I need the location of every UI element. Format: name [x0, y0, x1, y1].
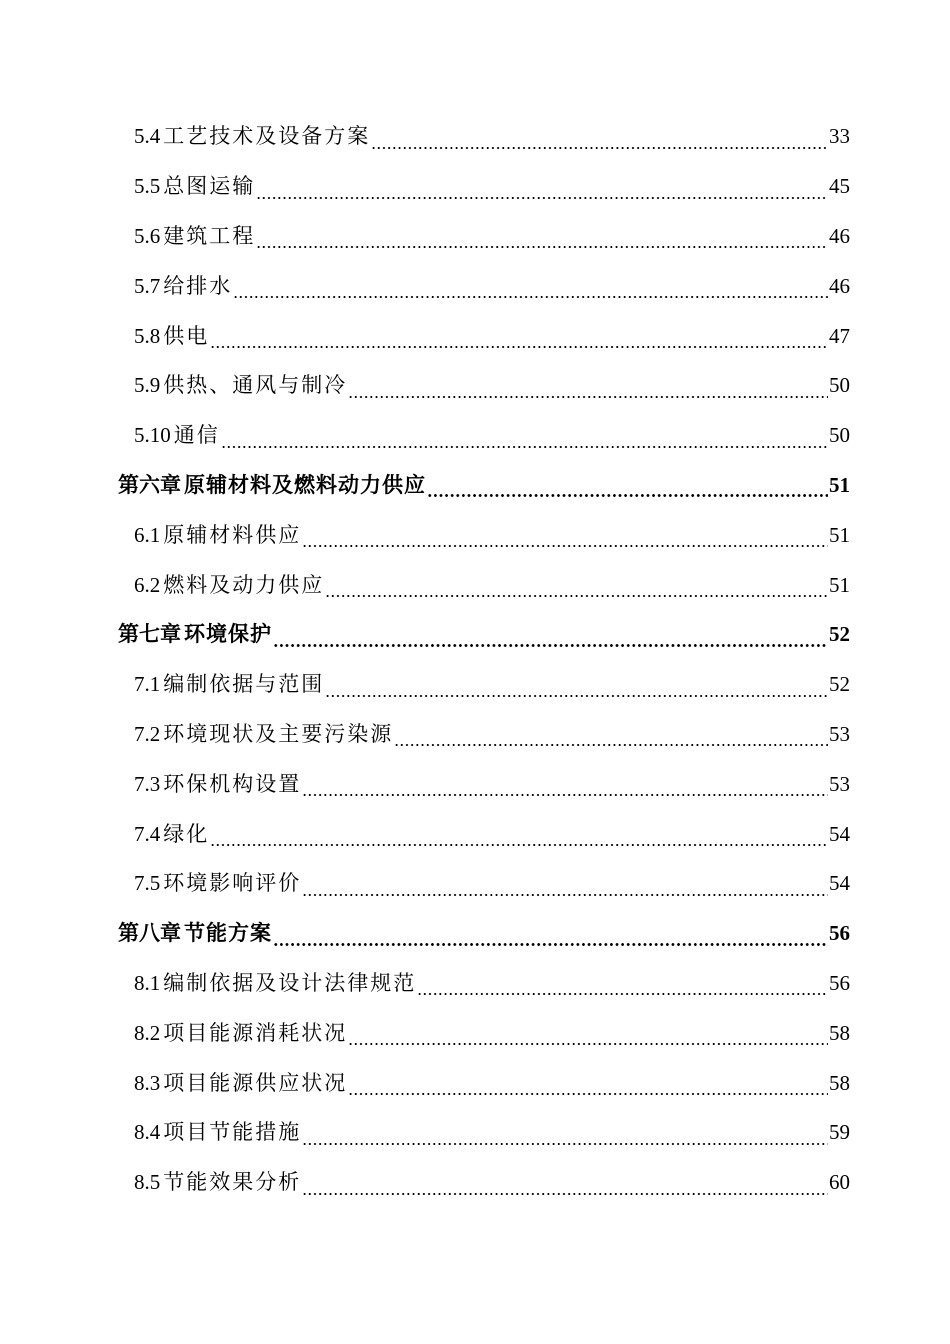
toc-chapter-title: [118, 624, 272, 645]
toc-entry-title: [134, 771, 302, 796]
toc-entry-number: 7.2: [134, 721, 161, 746]
toc-chapter-number: 第八章: [118, 921, 181, 946]
toc-chapter-text: 节能方案: [184, 921, 272, 946]
dot-leader: [210, 333, 828, 361]
dot-leader: [221, 433, 828, 461]
toc-entry-number: 5.6: [134, 223, 161, 248]
toc-entry-title: [134, 1070, 348, 1095]
toc-entry-text: 环境影响评价: [163, 871, 302, 896]
toc-entry-number: 5.10: [134, 423, 171, 448]
toc-chapter-title: [118, 472, 426, 497]
toc-entry-page: 60: [829, 1170, 850, 1195]
toc-entry-text: 项目能源消耗状况: [163, 1020, 348, 1045]
table-of-contents: [0, 112, 950, 1208]
dot-leader: [348, 1030, 828, 1058]
toc-chapter-title: [118, 923, 272, 944]
toc-entry-page: 33: [829, 124, 850, 149]
toc-entry-title: [134, 126, 370, 147]
dot-leader: [302, 781, 828, 809]
toc-entry-page: 50: [829, 373, 850, 398]
toc-entry-page: 45: [829, 174, 850, 199]
dot-leader: [371, 134, 828, 162]
toc-entry[interactable]: [0, 261, 950, 311]
toc-entry-text: 环境现状及主要污染源: [163, 721, 394, 746]
toc-entry-text: 绿化: [163, 821, 210, 846]
toc-entry-text: 建筑工程: [163, 223, 256, 248]
toc-chapter-entry[interactable]: [0, 461, 950, 511]
dot-leader: [256, 184, 828, 212]
toc-entry[interactable]: [0, 1058, 950, 1108]
toc-entry-number: 8.4: [134, 1120, 161, 1145]
toc-entry[interactable]: [0, 112, 950, 162]
toc-entry-title: [134, 273, 233, 298]
toc-entry[interactable]: [0, 212, 950, 262]
toc-entry-title: [134, 522, 302, 547]
toc-chapter-page: 52: [829, 622, 850, 647]
toc-chapter-number: 第六章: [118, 472, 181, 497]
toc-entry-text: 供热、通风与制冷: [163, 373, 348, 398]
toc-entry-page: 56: [829, 970, 850, 995]
toc-entry[interactable]: [0, 361, 950, 411]
toc-entry-page: 47: [829, 323, 850, 348]
toc-entry-page: 54: [829, 821, 850, 846]
toc-entry-page: 59: [829, 1120, 850, 1145]
toc-entry-number: 7.3: [134, 771, 161, 796]
dot-leader: [302, 1180, 828, 1208]
toc-entry-number: 5.9: [134, 373, 161, 398]
toc-entry[interactable]: [0, 1008, 950, 1058]
toc-entry-text: 节能效果分析: [163, 1170, 302, 1195]
toc-entry-text: 编制依据与范围: [163, 672, 325, 697]
toc-chapter-text: 原辅材料及燃料动力供应: [184, 472, 426, 497]
toc-entry[interactable]: [0, 710, 950, 760]
dot-leader: [348, 383, 828, 411]
dot-leader: [348, 1080, 828, 1108]
toc-chapter-text: 环境保护: [184, 622, 272, 647]
toc-chapter-page: 51: [829, 472, 850, 497]
toc-entry-text: 总图运输: [163, 174, 256, 199]
toc-entry-number: 6.1: [134, 522, 161, 547]
toc-entry-title: [134, 1172, 301, 1193]
toc-entry-page: 53: [829, 721, 850, 746]
toc-entry-number: 8.1: [134, 970, 161, 995]
toc-entry-text: 供电: [163, 323, 210, 348]
toc-entry-page: 51: [829, 572, 850, 597]
dot-leader: [273, 931, 828, 959]
toc-entry[interactable]: [0, 759, 950, 809]
dot-leader: [256, 233, 828, 261]
toc-entry-text: 燃料及动力供应: [163, 572, 325, 597]
toc-entry[interactable]: [0, 859, 950, 909]
dot-leader: [427, 482, 828, 510]
toc-entry-title: [134, 1122, 301, 1143]
toc-entry[interactable]: [0, 510, 950, 560]
toc-entry-page: 53: [829, 771, 850, 796]
toc-entry-page: 46: [829, 223, 850, 248]
toc-entry[interactable]: [0, 311, 950, 361]
dot-leader: [417, 980, 828, 1008]
toc-entry[interactable]: [0, 162, 950, 212]
toc-entry-title: [134, 572, 325, 597]
toc-entry-title: [134, 873, 301, 894]
toc-entry-title: [134, 821, 210, 846]
toc-entry-number: 5.4: [134, 124, 161, 149]
toc-entry-text: 给排水: [163, 273, 233, 298]
toc-entry-text: 编制依据及设计法律规范: [163, 970, 417, 995]
dot-leader: [210, 831, 828, 859]
toc-entry[interactable]: [0, 959, 950, 1009]
toc-entry-page: 52: [829, 672, 850, 697]
toc-entry-text: 项目节能措施: [163, 1120, 302, 1145]
toc-entry-number: 6.2: [134, 572, 161, 597]
toc-entry-page: 46: [829, 273, 850, 298]
dot-leader: [394, 731, 828, 759]
toc-chapter-entry[interactable]: [0, 909, 950, 959]
dot-leader: [325, 582, 828, 610]
toc-entry-text: 工艺技术及设备方案: [163, 124, 371, 149]
toc-entry[interactable]: [0, 411, 950, 461]
toc-entry[interactable]: [0, 1108, 950, 1158]
toc-entry-title: [134, 970, 417, 995]
toc-entry-number: 7.4: [134, 821, 161, 846]
toc-entry-title: [134, 375, 347, 396]
toc-chapter-page: 56: [829, 921, 850, 946]
toc-entry-title: [134, 721, 394, 746]
toc-entry-title: [134, 674, 324, 695]
toc-chapter-entry[interactable]: [0, 610, 950, 660]
toc-entry-title: [134, 323, 210, 348]
toc-entry-title: [134, 1020, 348, 1045]
toc-entry-page: 58: [829, 1070, 850, 1095]
toc-entry-title: [134, 223, 256, 248]
dot-leader: [302, 1130, 828, 1158]
toc-entry-page: 58: [829, 1020, 850, 1045]
toc-entry-number: 7.5: [134, 871, 161, 896]
toc-entry-text: 原辅材料供应: [163, 522, 302, 547]
toc-entry-page: 50: [829, 423, 850, 448]
toc-entry-text: 环保机构设置: [163, 771, 302, 796]
toc-entry-number: 5.5: [134, 174, 161, 199]
dot-leader: [302, 881, 828, 909]
dot-leader: [273, 632, 828, 660]
toc-entry-number: 5.7: [134, 273, 161, 298]
toc-entry[interactable]: [0, 809, 950, 859]
toc-chapter-number: 第七章: [118, 622, 181, 647]
toc-entry-text: 通信: [173, 423, 220, 448]
dot-leader: [233, 283, 828, 311]
toc-entry-number: 8.5: [134, 1170, 161, 1195]
dot-leader: [325, 682, 828, 710]
dot-leader: [302, 532, 828, 560]
toc-entry[interactable]: [0, 1158, 950, 1208]
toc-entry-title: [134, 425, 220, 446]
toc-entry-number: 8.3: [134, 1070, 161, 1095]
toc-entry-text: 项目能源供应状况: [163, 1070, 348, 1095]
toc-entry[interactable]: [0, 660, 950, 710]
toc-entry[interactable]: [0, 560, 950, 610]
toc-entry-page: 54: [829, 871, 850, 896]
toc-entry-title: [134, 176, 255, 197]
toc-entry-page: 51: [829, 522, 850, 547]
toc-entry-number: 5.8: [134, 323, 161, 348]
toc-entry-number: 7.1: [134, 672, 161, 697]
toc-entry-number: 8.2: [134, 1020, 161, 1045]
